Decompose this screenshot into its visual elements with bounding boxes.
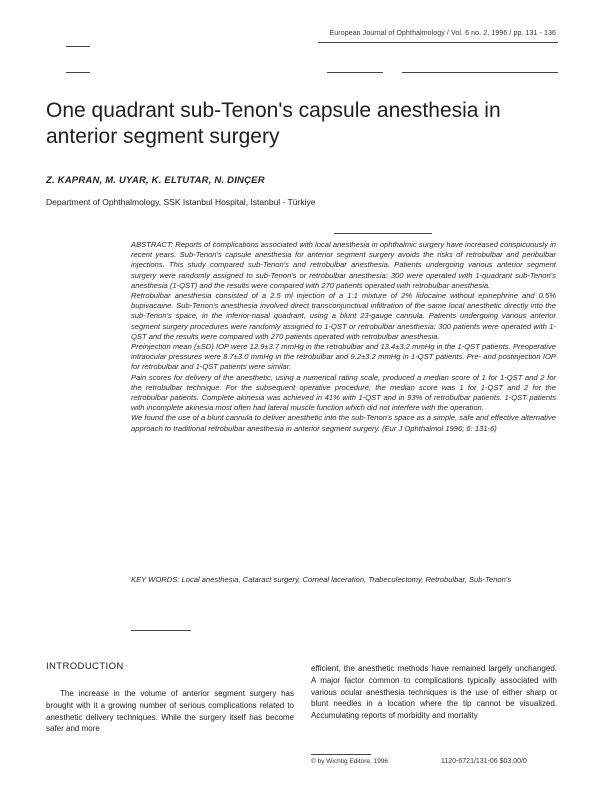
abstract-paragraph: We found the use of a blunt cannula to deliver anesthetic into the sub-Tenon's space as a simple, safe and effective alternative approach to traditional retrobulbar anesthesia in anterior segment surgery. (Eur J Ophthalmol 1996; 6: 131-6) <box>131 413 556 433</box>
abstract <box>131 240 556 434</box>
journal-header: European Journal of Ophthalmology / Vol. 6 no. 2, 1996 / pp. 131 - 136 <box>329 30 556 37</box>
article-authors: Z. KAPRAN, M. UYAR, K. ELTUTAR, N. DINÇER <box>46 175 265 186</box>
abstract-bottom-rule <box>131 630 191 631</box>
body-column-right: efficient, the anesthetic methods have remained largely unchanged. A major factor common to complications typically associated with various ocular anesthesia techniques is the use of either sharp or blunt needles in a location where the tip cannot be visualized. Accumulating reports of morbidity and mortality <box>311 664 557 721</box>
footer-publisher: © by Wichtig Editore, 1996 <box>311 758 389 765</box>
abstract-paragraph: Preinjection mean (±SD) IOP were 12.9±3.7 mmHg in the retrobulbar and 13.4±3.2 mmHg in the 1-QST patients. Preoperative intraocular pressures were 8.7±3.0 mmHg in the retrobulbar and 9.2±3.2 mmHg in 1-QST patients. Pre- and postinjection IOP for retrobulbar and 1-QST patients were similar. <box>131 342 556 372</box>
abstract-paragraph: Retrobulbar anesthesia consisted of a 2.5 ml injection of a 1:1 mixture of 2% lidocaine without epinephrine and 0.5% bupivacaine. Sub-Tenon's anesthesia involved direct transconjunctival infiltration of the same local anesthetic directly into the sub-Tenon's space, in the inferior-nasal quadrant, using a blunt 23-gauge cannula. Patients undergoing various anterior segment surgery procedures were randomly assigned to 1-QST or retrobulbar anesthesia: 300 patients were operated with 1-QST and the results were compared with 270 patients operated with retrobulbar anesthesia. <box>131 291 556 341</box>
abstract-top-rule <box>334 233 432 234</box>
abstract-paragraph: ABSTRACT: Reports of complications associated with local anesthesia in ophthalmic surgery have increased conspicuously in recent years. Sub-Tenon's capsule anesthesia for anterior segment surgery avoids the risks of retrobulbar and peribulbar injections. This study compared sub-Tenon's and retrobulbar anesthesia. Patients undergoing various anterior segment surgery were randomly assigned to sub-Tenon's or retrobulbar anesthesia: 300 were operated with 1-quadrant sub-Tenon's anesthesia (1-QST) and the results were compared with 270 patients operated with retrobulbar anesthesia. <box>131 240 556 290</box>
header-rule-left <box>66 72 90 73</box>
header-rule-right <box>402 72 558 73</box>
footer-code: 1120-6721/131-06 $03.00/0 <box>441 758 527 765</box>
article-affiliation: Department of Ophthalmology, SSK Istanbul Hospital, Istanbul - Türkiye <box>46 197 316 207</box>
header-rule <box>318 42 558 43</box>
footer-rule <box>311 754 371 755</box>
header-rule-short <box>66 46 90 47</box>
body-column-left: The increase in the volume of anterior segment surgery has brought with it a growing number of serious complications related to anesthetic delivery techniques. While the surgery itself has become safer and more <box>46 689 294 734</box>
keywords: KEY WORDS: Local anesthesia, Cataract surgery, Corneal laceration, Trabeculectomy, Retrobulbar, Sub-Tenon's <box>131 575 512 584</box>
section-heading-introduction: INTRODUCTION <box>46 661 124 672</box>
header-rule-mid <box>327 72 383 73</box>
abstract-paragraph: Pain scores for delivery of the anesthetic, using a numerical rating scale, produced a median score of 1 for 1-QST and 2 for the retrobulbar technique. For the subsequent operative procedure, the median score was 1 for 1-QST and 2 for the retrobulbar patients. Complete akinesia was achieved in 41% with 1-QST and in 93% of retrobulbar patients. 1-QST patients with incomplete akinesia most often had lateral muscle function which did not interfere with the operation. <box>131 372 556 413</box>
article-title: One quadrant sub-Tenon's capsule anesthesia in anterior segment surgery <box>46 99 501 148</box>
